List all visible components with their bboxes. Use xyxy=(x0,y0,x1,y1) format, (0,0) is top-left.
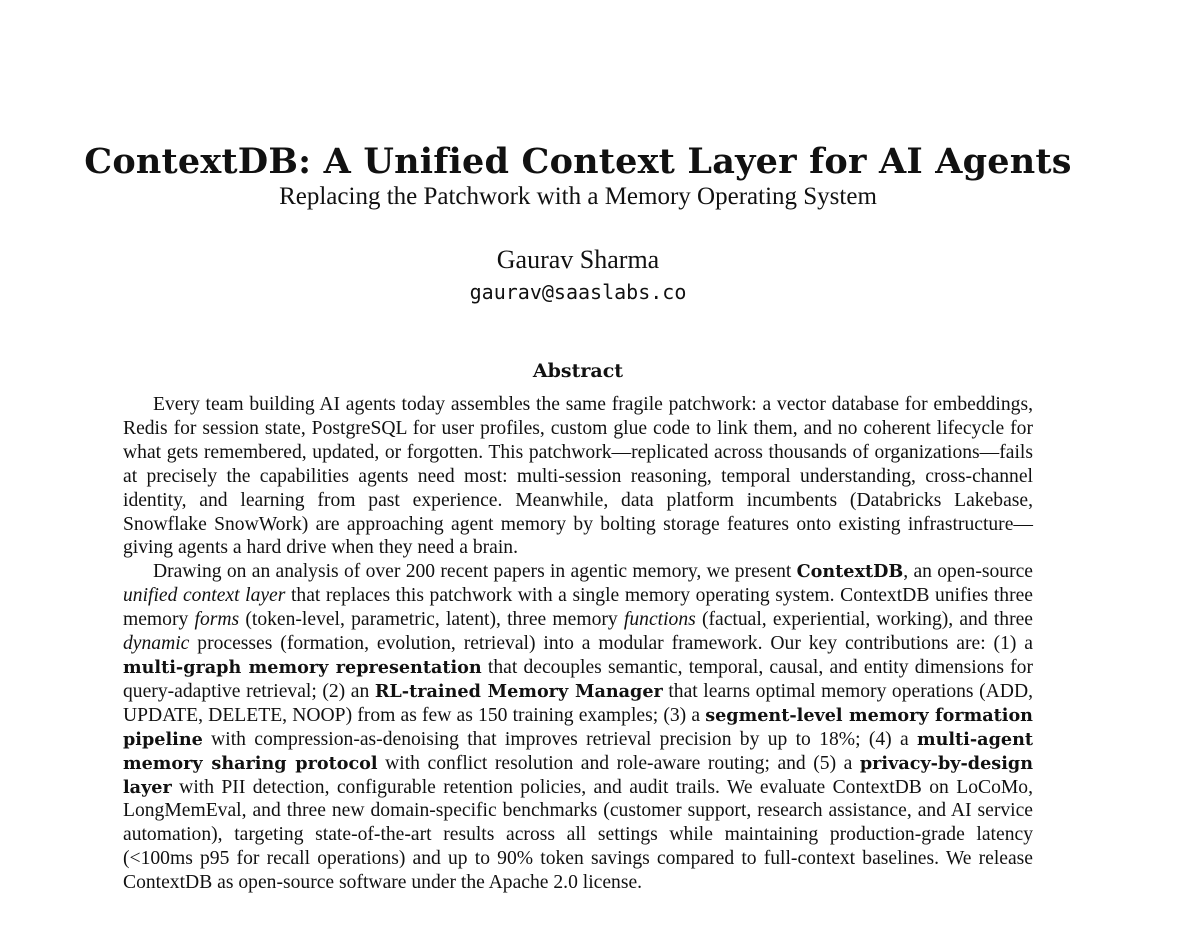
abstract-italic: functions xyxy=(623,609,696,631)
abstract-text: with conflict resolution and role-aware routing; and (5) a xyxy=(377,752,860,774)
abstract-italic: dynamic xyxy=(123,633,190,655)
abstract-italic: forms xyxy=(194,609,240,631)
abstract-text: , an open-source xyxy=(903,561,1033,583)
abstract-paragraph-2 xyxy=(123,560,1033,895)
paper-subtitle: Replacing the Patchwork with a Memory Operating System xyxy=(279,183,877,210)
paper-title: ContextDB: A Unified Context Layer for AI Agents xyxy=(84,141,1072,182)
abstract-body xyxy=(123,393,1033,895)
abstract-heading: Abstract xyxy=(532,360,624,382)
abstract-text: that replaces this patchwork with a single memory operating system. ContextDB unifies three memory xyxy=(123,585,1034,631)
abstract-paragraph-1: Every team building AI agents today assembles the same fragile patchwork: a vector database for embeddings, Redis for session state, PostgreSQL for user profiles, custom glue code to link them, and no coherent lifecycle for what gets remembered, updated, or forgotten. This patchwork—replicated across thousands of organizations—fails at precisely the capabilities agents need most: multi-session reasoning, temporal understanding, cross-channel identity, and learning from past experience. Meanwhile, data platform incumbents (Databricks Lakebase, Snowflake SnowWork) are approaching agent memory by bolting storage features onto existing infrastructure—giving agents a hard drive when they need a brain. xyxy=(123,394,1033,559)
abstract-emphasis: segment-level memory formation pipeline xyxy=(123,704,1033,750)
abstract-italic: unified context layer xyxy=(123,585,286,607)
abstract-emphasis: multi-agent memory sharing protocol xyxy=(123,728,1033,774)
abstract-text: (token-level, parametric, latent), three memory xyxy=(239,609,624,631)
abstract-emphasis: privacy-by-design layer xyxy=(123,752,1033,798)
abstract-emphasis: RL-trained Memory Manager xyxy=(374,680,663,702)
abstract-text: that decouples semantic, temporal, causal, and entity dimensions for query-adaptive retrieval; (2) an xyxy=(123,656,1033,702)
abstract-text: with compression-as-denoising that improves retrieval precision by up to 18%; (4) a xyxy=(202,728,917,750)
author-email: gaurav@saaslabs.co xyxy=(469,280,687,304)
abstract-text: Drawing on an analysis of over 200 recent papers in agentic memory, we present xyxy=(153,561,797,583)
abstract-emphasis: ContextDB xyxy=(796,561,904,583)
abstract-text: processes (formation, evolution, retrieval) into a modular framework. Our key contributions are: (1) a xyxy=(189,633,1033,655)
abstract-text: with PII detection, configurable retention policies, and audit trails. We evaluate ContextDB on LoCoMo, LongMemEval, and three new domain-specific benchmarks (customer support, research assistance, and AI service automation), targeting state-of-the-art results across all settings while maintaining production-grade latency (<100ms p95 for recall operations) and up to 90% token savings compared to full-context baselines. We release ContextDB as open-source software under the Apache 2.0 license. xyxy=(123,776,1033,894)
abstract-text: that learns optimal memory operations (ADD, UPDATE, DELETE, NOOP) from as few as 150 training examples; (3) a xyxy=(123,680,1033,726)
abstract-emphasis: multi-graph memory representation xyxy=(123,656,482,678)
abstract-text: (factual, experiential, working), and three xyxy=(695,609,1033,631)
author-name: Gaurav Sharma xyxy=(496,245,660,274)
